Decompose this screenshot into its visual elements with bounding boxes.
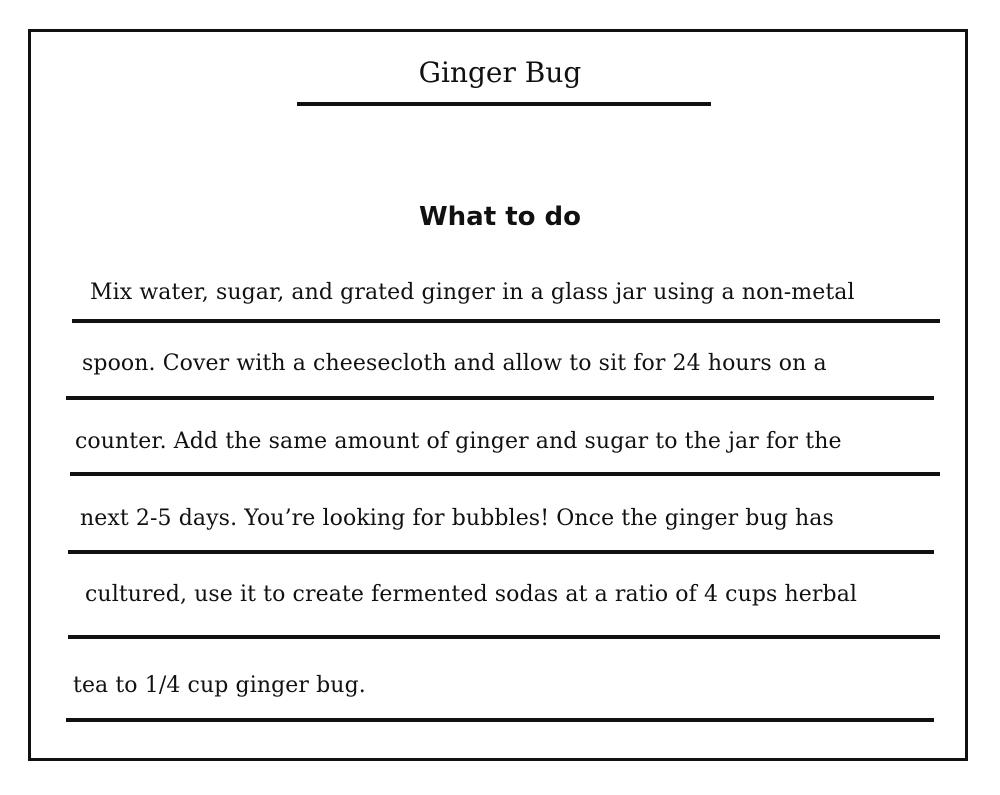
writing-rule-6	[66, 718, 934, 722]
writing-rule-3	[70, 472, 940, 476]
instruction-line-3: counter. Add the same amount of ginger and sugar to the jar for the	[75, 429, 842, 454]
page-title: Ginger Bug	[418, 56, 582, 89]
writing-rule-2	[66, 396, 934, 400]
section-heading: What to do	[418, 202, 582, 232]
writing-rule-4	[68, 550, 934, 554]
instruction-line-2: spoon. Cover with a cheesecloth and allow to sit for 24 hours on a	[82, 351, 827, 376]
instruction-line-5: cultured, use it to create fermented sodas at a ratio of 4 cups herbal	[85, 582, 858, 607]
writing-rule-1	[72, 319, 940, 323]
instruction-line-1: Mix water, sugar, and grated ginger in a glass jar using a non-metal	[90, 280, 855, 305]
instruction-line-6: tea to 1/4 cup ginger bug.	[73, 673, 366, 698]
worksheet-card	[28, 29, 968, 761]
writing-rule-5	[68, 635, 940, 639]
instruction-line-4: next 2-5 days. You’re looking for bubbles! Once the ginger bug has	[80, 506, 834, 531]
title-underline	[297, 102, 711, 106]
